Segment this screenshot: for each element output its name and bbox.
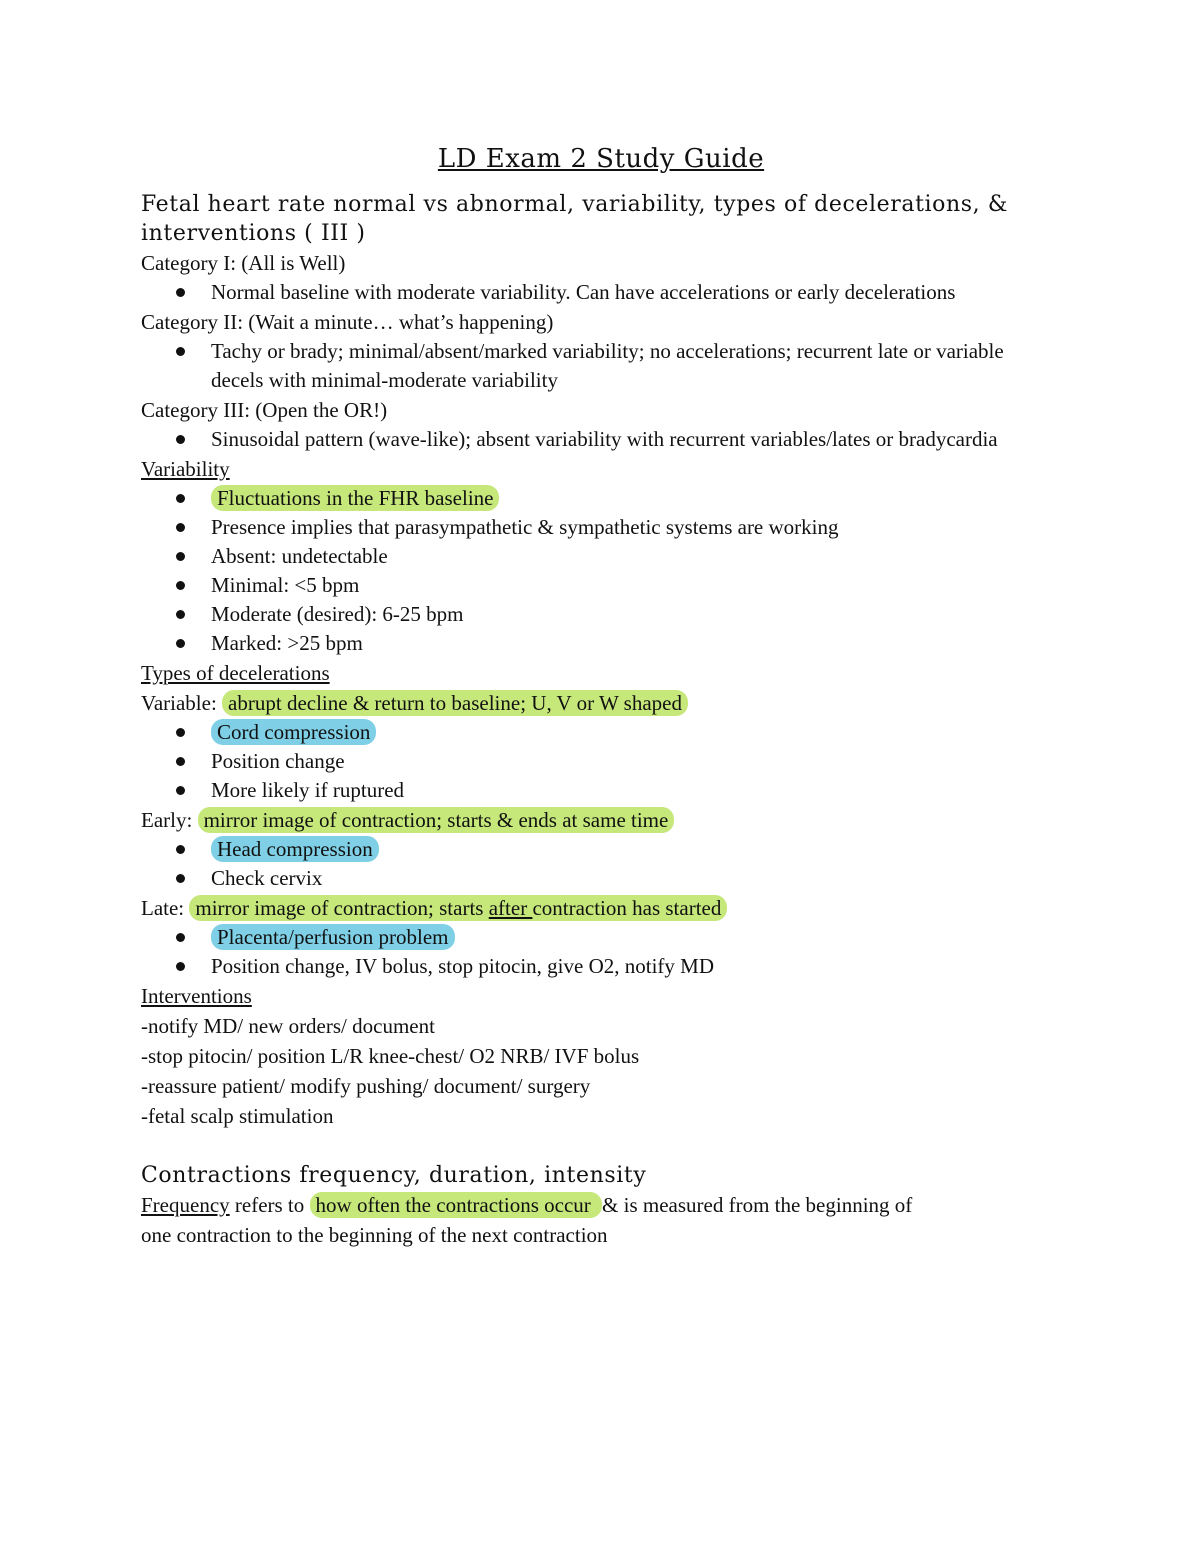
frequency-line	[141, 1190, 1061, 1220]
list-item	[141, 923, 1061, 952]
list-item	[141, 542, 1061, 571]
list-item	[141, 337, 1061, 395]
bullet-icon	[176, 552, 185, 561]
list-item	[141, 600, 1061, 629]
list-item-text: More likely if ruptured	[211, 778, 405, 802]
list-item-text: Presence implies that parasympathetic & sympathetic systems are working	[211, 515, 839, 539]
bullet-icon	[176, 347, 185, 356]
late-label: Late:	[141, 896, 185, 920]
bullet-icon	[176, 874, 185, 883]
variability-heading: Variability	[141, 457, 230, 481]
list-item	[141, 718, 1061, 747]
bullet-icon	[176, 728, 185, 737]
list-item-text: Absent: undetectable	[211, 544, 388, 568]
list-item	[141, 278, 1061, 307]
highlighted-text: Fluctuations in the FHR baseline	[211, 485, 499, 511]
bullet-icon	[176, 581, 185, 590]
frequency-label: Frequency	[141, 1193, 230, 1217]
variable-label: Variable:	[141, 691, 217, 715]
late-def-underlined: after	[488, 896, 533, 920]
bullet-icon	[176, 962, 185, 971]
list-item-text: Tachy or brady; minimal/absent/marked variability; no accelerations; recurrent late or variable decels with minimal-moderate variability	[211, 339, 1004, 392]
list-item-text: Moderate (desired): 6-25 bpm	[211, 602, 464, 626]
list-item	[141, 747, 1061, 776]
list-item	[141, 425, 1061, 454]
late-def-part: mirror image of contraction; starts	[195, 896, 489, 920]
late-decel-line	[141, 893, 1061, 923]
highlighted-text: Head compression	[211, 836, 379, 862]
variable-decel-line	[141, 688, 1061, 718]
highlighted-text	[189, 895, 727, 921]
category-3-label: Category III: (Open the OR!)	[141, 398, 388, 422]
frequency-text: refers to	[229, 1193, 310, 1217]
document-content	[141, 138, 1061, 1250]
bullet-icon	[176, 757, 185, 766]
page-title: LD Exam 2 Study Guide	[437, 144, 765, 174]
category-2-list	[141, 337, 1061, 395]
contractions-heading: Contractions frequency, duration, intensity	[141, 1163, 647, 1188]
section-heading-fhr	[141, 190, 1061, 248]
bullet-icon	[176, 610, 185, 619]
bullet-icon	[176, 435, 185, 444]
intervention-line: -notify MD/ new orders/ document	[141, 1014, 435, 1038]
list-item	[141, 952, 1061, 981]
list-item	[141, 484, 1061, 513]
intervention-line: -reassure patient/ modify pushing/ document/ surgery	[141, 1074, 591, 1098]
early-label: Early:	[141, 808, 193, 832]
category-3-list	[141, 425, 1061, 454]
bullet-icon	[176, 494, 185, 503]
list-item	[141, 864, 1061, 893]
bullet-icon	[176, 845, 185, 854]
highlighted-text: Placenta/perfusion problem	[211, 924, 455, 950]
list-item	[141, 835, 1061, 864]
list-item	[141, 571, 1061, 600]
list-item-text: Marked: >25 bpm	[211, 631, 363, 655]
variable-decel-list	[141, 718, 1061, 805]
list-item-text: Check cervix	[211, 866, 323, 890]
list-item	[141, 629, 1061, 658]
list-item-text: Minimal: <5 bpm	[211, 573, 360, 597]
list-item-text: Normal baseline with moderate variability. Can have accelerations or early decelerations	[211, 280, 956, 304]
list-item-text: Sinusoidal pattern (wave-like); absent variability with recurrent variables/lates or bradycardia	[211, 427, 998, 451]
spacer	[141, 1131, 1061, 1161]
late-def-part: contraction has started	[532, 896, 722, 920]
bullet-icon	[176, 523, 185, 532]
frequency-text: & is measured from the beginning of	[602, 1193, 913, 1217]
bullet-icon	[176, 288, 185, 297]
intervention-line: -stop pitocin/ position L/R knee-chest/ O2 NRB/ IVF bolus	[141, 1044, 640, 1068]
interventions-heading: Interventions	[141, 984, 252, 1008]
highlighted-text: abrupt decline & return to baseline; U, V or W shaped	[222, 690, 688, 716]
early-decel-list	[141, 835, 1061, 893]
bullet-icon	[176, 933, 185, 942]
highlighted-text: Cord compression	[211, 719, 376, 745]
highlighted-text: mirror image of contraction; starts & ends at same time	[198, 807, 675, 833]
category-1-label: Category I: (All is Well)	[141, 251, 346, 275]
early-decel-line	[141, 805, 1061, 835]
intervention-line: -fetal scalp stimulation	[141, 1104, 334, 1128]
category-1-list	[141, 278, 1061, 307]
frequency-line-2: one contraction to the beginning of the next contraction	[141, 1223, 608, 1247]
bullet-icon	[176, 786, 185, 795]
heading-line: interventions ( III )	[141, 221, 366, 246]
list-item-text: Position change, IV bolus, stop pitocin, give O2, notify MD	[211, 954, 715, 978]
highlighted-text: how often the contractions occur	[310, 1192, 603, 1218]
late-decel-list	[141, 923, 1061, 981]
variability-list	[141, 484, 1061, 658]
list-item	[141, 513, 1061, 542]
heading-line: Fetal heart rate normal vs abnormal, variability, types of decelerations, &	[141, 192, 1009, 217]
category-2-label: Category II: (Wait a minute… what’s happening)	[141, 310, 554, 334]
list-item-text: Position change	[211, 749, 345, 773]
bullet-icon	[176, 639, 185, 648]
list-item	[141, 776, 1061, 805]
decelerations-heading: Types of decelerations	[141, 661, 330, 685]
